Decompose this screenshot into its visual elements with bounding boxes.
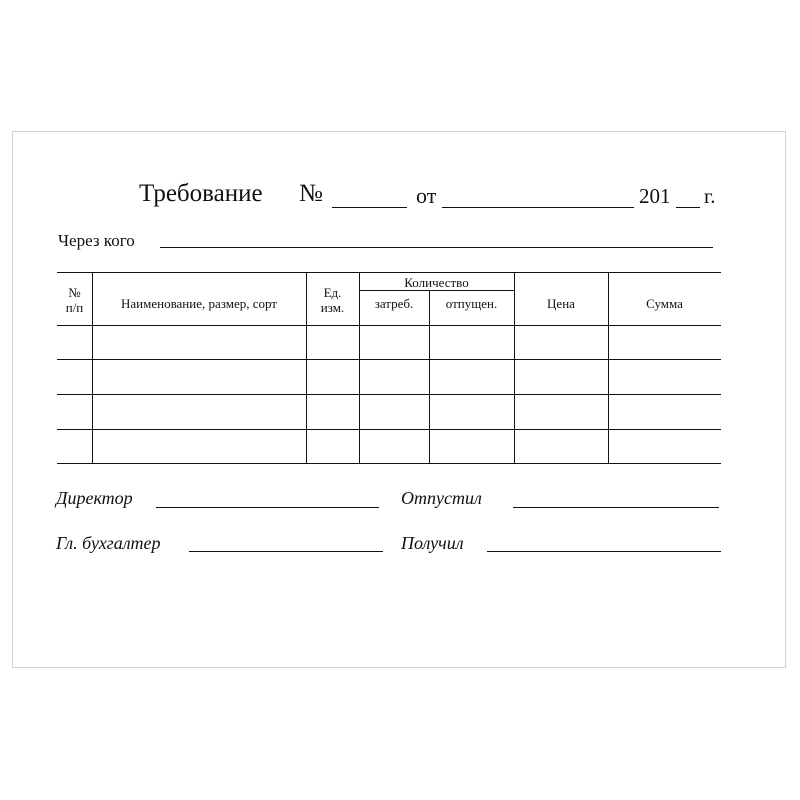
received-by-signature-line[interactable] bbox=[487, 551, 721, 552]
number-sign: № bbox=[299, 180, 323, 207]
released-by-label: Отпустил bbox=[401, 488, 482, 508]
director-signature-line[interactable] bbox=[156, 507, 379, 508]
col-divider bbox=[429, 290, 430, 463]
chief-accountant-label: Гл. бухгалтер bbox=[56, 533, 161, 553]
header-unit bbox=[306, 285, 359, 315]
year-suffix: г. bbox=[704, 184, 716, 208]
header-released: отпущен. bbox=[445, 296, 498, 311]
header-number bbox=[57, 285, 92, 315]
header-unit-line2: изм. bbox=[320, 300, 345, 315]
header-unit-line1: Ед. bbox=[323, 285, 342, 300]
director-label: Директор bbox=[56, 488, 133, 508]
form-title: Требование bbox=[139, 180, 263, 207]
header-requested: затреб. bbox=[374, 296, 414, 311]
header-quantity: Количество bbox=[404, 275, 469, 290]
table-bottom-rule bbox=[57, 463, 721, 464]
row-rule bbox=[57, 359, 721, 360]
year-prefix: 201 bbox=[639, 184, 671, 208]
table-top-rule bbox=[57, 272, 721, 273]
header-number-symbol: № bbox=[68, 285, 81, 300]
header-name: Наименование, размер, сорт bbox=[121, 296, 277, 311]
chief-accountant-signature-line[interactable] bbox=[189, 551, 383, 552]
form-card bbox=[12, 131, 786, 668]
quantity-sub-rule bbox=[359, 290, 514, 291]
date-from-label: от bbox=[416, 183, 437, 208]
header-bottom-rule bbox=[57, 325, 721, 326]
via-field[interactable] bbox=[160, 247, 713, 248]
received-by-label: Получил bbox=[401, 533, 464, 553]
row-rule bbox=[57, 429, 721, 430]
date-blank[interactable] bbox=[442, 207, 634, 208]
header-price: Цена bbox=[547, 296, 575, 311]
row-rule bbox=[57, 394, 721, 395]
number-blank[interactable] bbox=[332, 207, 407, 208]
header-number-abbr: п/п bbox=[65, 300, 84, 315]
via-label: Через кого bbox=[58, 231, 135, 250]
released-by-signature-line[interactable] bbox=[513, 507, 719, 508]
year-blank[interactable] bbox=[676, 207, 700, 208]
header-sum: Сумма bbox=[646, 296, 683, 311]
